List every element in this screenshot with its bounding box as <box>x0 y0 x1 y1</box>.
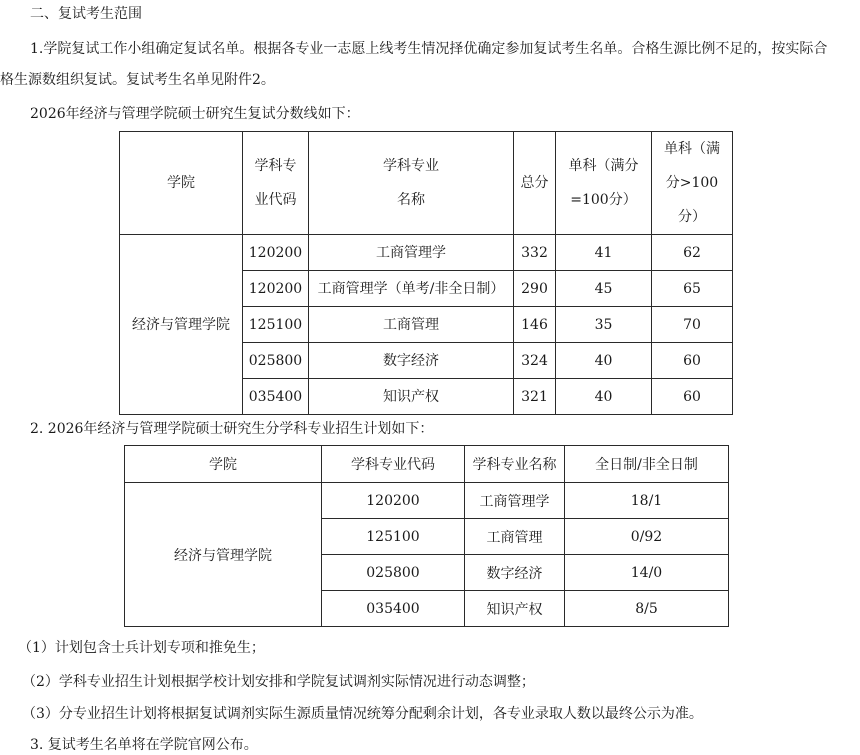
header-single-100: 单科（满分 =100分） <box>556 132 652 235</box>
name-cell: 工商管理 <box>309 307 514 343</box>
header-college: 学院 <box>120 132 243 235</box>
name-cell: 工商管理学（单考/非全日制） <box>309 271 514 307</box>
code-cell: 025800 <box>322 555 465 591</box>
total-cell: 146 <box>514 307 556 343</box>
single-100-cell: 35 <box>556 307 652 343</box>
note-1: （1）计划包含士兵计划专项和推免生； <box>18 640 265 656</box>
plan-cell: 18/1 <box>565 483 729 519</box>
single-100-cell: 40 <box>556 343 652 379</box>
name-cell: 数字经济 <box>465 555 565 591</box>
single-100-cell: 41 <box>556 235 652 271</box>
plan-cell: 8/5 <box>565 591 729 627</box>
single-over-100-cell: 62 <box>652 235 733 271</box>
single-over-100-cell: 65 <box>652 271 733 307</box>
code-cell: 125100 <box>243 307 309 343</box>
code-cell: 120200 <box>243 271 309 307</box>
code-cell: 035400 <box>243 379 309 415</box>
table-row <box>125 483 729 519</box>
table-row <box>120 235 733 271</box>
code-cell: 120200 <box>243 235 309 271</box>
header-mode: 全日制/非全日制 <box>565 446 729 483</box>
college-cell: 经济与管理学院 <box>125 483 322 627</box>
header-code: 学科专业代码 <box>322 446 465 483</box>
name-cell: 工商管理学 <box>309 235 514 271</box>
note-2: （2）学科专业招生计划根据学校计划安排和学院复试调剂实际情况进行动态调整； <box>22 674 535 690</box>
header-college: 学院 <box>125 446 322 483</box>
total-cell: 321 <box>514 379 556 415</box>
name-cell: 知识产权 <box>309 379 514 415</box>
single-100-cell: 45 <box>556 271 652 307</box>
code-cell: 035400 <box>322 591 465 627</box>
total-cell: 324 <box>514 343 556 379</box>
name-cell: 工商管理学 <box>465 483 565 519</box>
single-over-100-cell: 60 <box>652 343 733 379</box>
paragraph-line-1: 1.学院复试工作小组确定复试名单。根据各专业一志愿上线考生情况择优确定参加复试考生名单。合格生源比例不足的，按实际合 <box>30 41 828 57</box>
name-cell: 工商管理 <box>465 519 565 555</box>
table-header-row <box>120 132 733 235</box>
single-over-100-cell: 70 <box>652 307 733 343</box>
enrollment-plan-table <box>124 445 729 627</box>
plan-cell: 0/92 <box>565 519 729 555</box>
table1-caption: 2026年经济与管理学院硕士研究生复试分数线如下： <box>30 106 360 122</box>
name-cell: 数字经济 <box>309 343 514 379</box>
cutoff-score-table <box>119 131 733 415</box>
code-cell: 025800 <box>243 343 309 379</box>
name-cell: 知识产权 <box>465 591 565 627</box>
code-cell: 120200 <box>322 483 465 519</box>
total-cell: 290 <box>514 271 556 307</box>
header-name: 学科专业 名称 <box>309 132 514 235</box>
table2-caption: 2. 2026年经济与管理学院硕士研究生分学科专业招生计划如下： <box>30 421 434 437</box>
total-cell: 332 <box>514 235 556 271</box>
plan-cell: 14/0 <box>565 555 729 591</box>
paragraph-line-2: 格生源数组织复试。复试考生名单见附件2。 <box>0 72 275 88</box>
item-3: 3. 复试考生名单将在学院官网公布。 <box>30 737 258 753</box>
code-cell: 125100 <box>322 519 465 555</box>
header-total: 总分 <box>514 132 556 235</box>
college-cell: 经济与管理学院 <box>120 235 243 415</box>
header-single-over-100: 单科（满 分>100 分） <box>652 132 733 235</box>
header-code: 学科专 业代码 <box>243 132 309 235</box>
single-over-100-cell: 60 <box>652 379 733 415</box>
note-3: （3）分专业招生计划将根据复试调剂实际生源质量情况统筹分配剩余计划，各专业录取人数以最终公示为准。 <box>22 706 703 722</box>
table-header-row <box>125 446 729 483</box>
header-name: 学科专业名称 <box>465 446 565 483</box>
section-heading: 二、复试考生范围 <box>30 6 142 22</box>
single-100-cell: 40 <box>556 379 652 415</box>
